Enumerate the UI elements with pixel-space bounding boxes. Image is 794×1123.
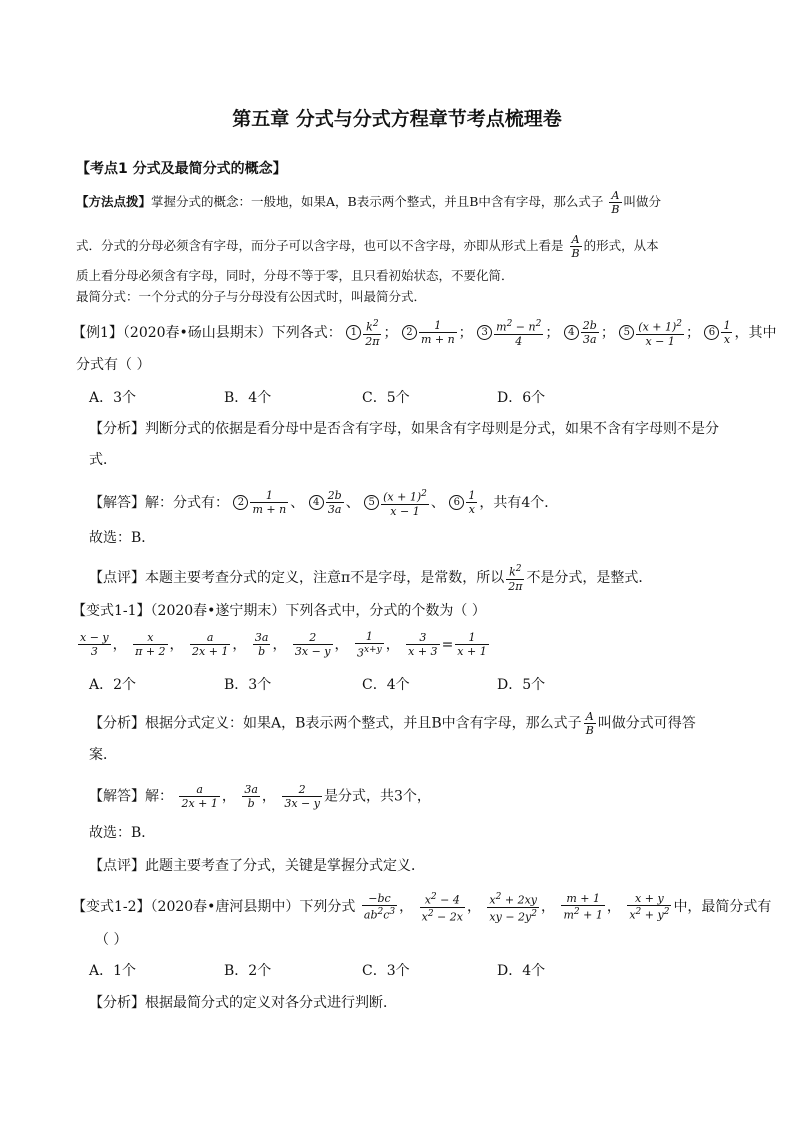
example1-head: 【例1】（2020春•砀山县期末）下列各式： (72, 324, 342, 341)
example1-line2: 分式有（ ） (76, 357, 151, 373)
variant11-analysis-head: 【分析】根据分式定义：如果A，B表示两个整式，并且B中含有字母，那么式子 (89, 715, 582, 732)
example1-comment-tail: 不是分式，是整式． (526, 569, 653, 586)
method-line-3: 质上看分母必须含有字母，同时，分母不等于零，且只看初始状态，不要化简． (76, 268, 514, 283)
section-heading: 【考点1 分式及最简分式的概念】 (76, 161, 287, 177)
example1-comment: 【点评】本题主要考查分式的定义，注意π不是字母，是常数，所以 $\frac{k^2}{2\pi}$ 不是分式，是整式． (89, 564, 653, 593)
variant11-answer-head: 【解答】解： (89, 788, 173, 805)
variant11-option-a: A．2个 (89, 677, 137, 693)
variant12-analysis: 【分析】根据最简分式的定义对各分式进行判断． (89, 995, 397, 1011)
method-text-2: 式．分式的分母必须含有字母，而分子可以含字母，也可以不含字母，亦即从形式上看是 (76, 238, 564, 253)
variant11-comment: 【点评】此题主要考查了分式，关键是掌握分式定义． (89, 858, 425, 874)
example1-analysis-2: 式． (89, 452, 117, 468)
example1-option-b: B．4个 (224, 390, 272, 406)
method-line-4: 最简分式：一个分式的分子与分母没有公因式时，叫最简分式． (76, 289, 427, 304)
example1-answer: 【解答】解：分式有： 2 $\frac{1}{m + n}$ 、 4 $\frac{2b}{3a}$ 、 5 $\frac{(x + 1)^2}{x - 1}$ 、 6 $\frac{1}{x}$ ，共有4个． (89, 489, 559, 518)
example1-choice: 故选：B． (89, 530, 156, 546)
variant11-question: 【变式1-1】（2020春•遂宁期末）下列各式中，分式的个数为（ ） (72, 603, 486, 619)
variant11-expressions: $\frac{x - y}{3}$ ， $\frac{x}{\pi + 2}$ ， $\frac{a}{2x + 1}$ ， $\frac{3a}{b}$ ， $\frac{2}{3x - y}$ ， $\frac{1}{3^{x+y}}$ ， $\frac{3}{x + 3}$ = $\frac{1}{x + 1}$ (80, 630, 487, 660)
variant12-line2: （ ） (95, 932, 128, 948)
method-tag: 【方法点拨】 (76, 194, 152, 209)
variant12-option-a: A．1个 (89, 963, 137, 979)
example1-tail: ，其中 (734, 324, 777, 341)
method-line-1 (76, 189, 661, 216)
variant12-head: 【变式1-2】（2020春•唐河县期中）下列分式 (72, 899, 356, 916)
example1-option-c: C．5个 (362, 390, 410, 406)
example1-comment-head: 【点评】本题主要考查分式的定义，注意π不是字母，是常数，所以 (89, 569, 505, 586)
variant11-choice: 故选：B． (89, 825, 156, 841)
variant12-option-d: D．4个 (497, 963, 546, 979)
example1-answer-head: 【解答】解：分式有： (89, 494, 229, 511)
example1-option-a: A．3个 (89, 390, 137, 406)
example1-answer-tail: ，共有4个． (479, 494, 559, 511)
variant11-analysis-2: 案． (89, 747, 117, 763)
page-title: 第五章 分式与分式方程章节考点梳理卷 (232, 108, 562, 130)
method-text-1b: 叫做分 (623, 194, 662, 209)
variant11-option-b: B．3个 (224, 677, 272, 693)
variant11-answer-tail: 是分式，共3个， (323, 788, 431, 805)
variant12-question: 【变式1-2】（2020春•唐河县期中）下列分式 $\frac{-bc}{ab^2c^3}$ ， $\frac{x^2 - 4}{x^2 - 2x}$ ， $\frac{x^2 + 2xy}{xy - 2y^2}$ ， $\frac{m + 1}{m^2 + 1}$ ， $\frac{x + y}{x^2 + y^2}$ 中，最简分式有 (72, 892, 772, 924)
fraction-a-over-b: $\frac{A}{B}$ (571, 233, 580, 260)
variant12-option-c: C．3个 (362, 963, 410, 979)
variant12-tail: 中，最简分式有 (673, 899, 772, 916)
variant11-analysis: 【分析】根据分式定义：如果A，B表示两个整式，并且B中含有字母，那么式子 $\frac{A}{B}$ 叫做分式可得答 (89, 710, 696, 737)
variant12-option-b: B．2个 (224, 963, 272, 979)
fraction-a-over-b: $\frac{A}{B}$ (611, 189, 620, 216)
example1-question: 【例1】（2020春•砀山县期末）下列各式： 1 $\frac{k^2}{2\pi}$ ； 2 $\frac{1}{m + n}$ ； 3 $\frac{m^2 - n^2}{4}$ ； 4 $\frac{2b}{3a}$ ； 5 $\frac{(x + 1)^2}{x - 1}$ ； 6 $\frac{1}{x}$ ，其中 (72, 319, 777, 348)
example1-analysis: 【分析】判断分式的依据是看分母中是否含有字母，如果含有字母则是分式，如果不含有字母则不是分 (89, 421, 719, 437)
example1-option-d: D．6个 (497, 390, 546, 406)
method-line-2 (76, 233, 659, 260)
variant11-analysis-tail: 叫做分式可得答 (597, 715, 696, 732)
method-text-1: 掌握分式的概念：一般地，如果A，B表示两个整式，并且B中含有字母，那么式子 (151, 194, 604, 209)
variant11-option-c: C．4个 (362, 677, 410, 693)
method-text-2b: 的形式，从本 (583, 238, 659, 253)
variant11-answer: 【解答】解： $\frac{a}{2x + 1}$ ， $\frac{3a}{b}$ ， $\frac{2}{3x - y}$ 是分式，共3个， (89, 783, 431, 810)
variant11-option-d: D．5个 (497, 677, 546, 693)
